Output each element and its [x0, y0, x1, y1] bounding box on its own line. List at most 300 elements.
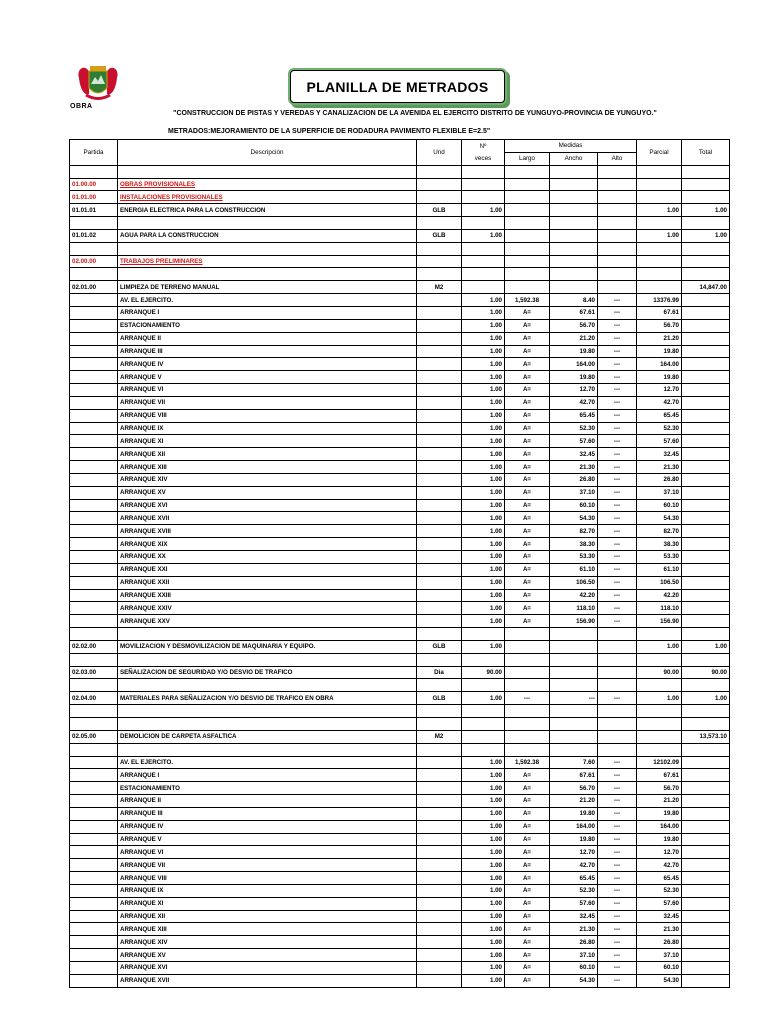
cell-largo: 1,592.38: [505, 294, 550, 307]
cell-alto: ---: [598, 589, 637, 602]
cell-ancho: 60.10: [550, 499, 598, 512]
cell-total: [682, 602, 730, 615]
cell-desc: MOVILIZACION Y DESMOVILIZACION DE MAQUINARIA Y EQUIPO.: [118, 640, 417, 653]
cell-alto: ---: [598, 807, 637, 820]
cell-desc: [118, 717, 417, 730]
cell-und: [417, 384, 462, 397]
cell-largo: A=: [505, 319, 550, 332]
cell-largo: A=: [505, 461, 550, 474]
cell-und: [417, 602, 462, 615]
cell-ancho: 19.80: [550, 345, 598, 358]
cell-veces: 1.00: [462, 525, 505, 538]
cell-ancho: [550, 705, 598, 718]
header-row-1: [70, 140, 730, 153]
cell-parcial: 60.10: [637, 962, 682, 975]
cell-veces: 1.00: [462, 435, 505, 448]
cell-total: [682, 615, 730, 628]
cell-desc: [118, 679, 417, 692]
table-row: [70, 884, 730, 897]
cell-code: [70, 384, 118, 397]
cell-largo: A=: [505, 345, 550, 358]
cell-largo: [505, 217, 550, 230]
cell-und: M2: [417, 281, 462, 294]
cell-parcial: [637, 743, 682, 756]
cell-veces: 1.00: [462, 563, 505, 576]
cell-parcial: 19.80: [637, 371, 682, 384]
cell-code: [70, 628, 118, 641]
cell-total: [682, 910, 730, 923]
cell-und: [417, 525, 462, 538]
cell-veces: 1.00: [462, 396, 505, 409]
cell-code: [70, 242, 118, 255]
cell-und: [417, 435, 462, 448]
cell-ancho: 26.80: [550, 473, 598, 486]
table-row: [70, 384, 730, 397]
cell-largo: A=: [505, 846, 550, 859]
cell-ancho: [550, 679, 598, 692]
cell-desc: [118, 165, 417, 178]
cell-largo: [505, 242, 550, 255]
cell-desc: TRABAJOS PRELIMINARES: [118, 255, 417, 268]
cell-und: [417, 859, 462, 872]
cell-largo: A=: [505, 576, 550, 589]
cell-largo: A=: [505, 538, 550, 551]
cell-desc: OBRAS PROVISIONALES: [118, 178, 417, 191]
table-row: [70, 782, 730, 795]
cell-code: [70, 525, 118, 538]
cell-ancho: 32.45: [550, 910, 598, 923]
col-partida: Partida: [70, 140, 118, 166]
cell-ancho: [550, 204, 598, 217]
cell-desc: ESTACIONAMIENTO: [118, 319, 417, 332]
cell-und: [417, 897, 462, 910]
table-row: [70, 191, 730, 204]
cell-total: [682, 165, 730, 178]
table-row: [70, 833, 730, 846]
cell-desc: SEÑALIZACION DE SEGURIDAD Y/O DESVIO DE TRAFICO: [118, 666, 417, 679]
cell-largo: A=: [505, 512, 550, 525]
table-row: [70, 358, 730, 371]
cell-code: [70, 499, 118, 512]
cell-alto: [598, 653, 637, 666]
cell-parcial: 1.00: [637, 229, 682, 242]
cell-veces: 1.00: [462, 512, 505, 525]
cell-code: [70, 396, 118, 409]
cell-und: [417, 705, 462, 718]
cell-veces: 1.00: [462, 448, 505, 461]
cell-parcial: [637, 255, 682, 268]
cell-desc: ARRANQUE V: [118, 371, 417, 384]
cell-desc: AV. EL EJERCITO.: [118, 756, 417, 769]
table-row: [70, 306, 730, 319]
table-row: [70, 165, 730, 178]
cell-parcial: 12102.09: [637, 756, 682, 769]
cell-total: [682, 448, 730, 461]
cell-alto: [598, 165, 637, 178]
cell-desc: AV. EL EJERCITO.: [118, 294, 417, 307]
cell-ancho: 37.10: [550, 949, 598, 962]
cell-parcial: 82.70: [637, 525, 682, 538]
cell-total: [682, 782, 730, 795]
cell-total: [682, 319, 730, 332]
cell-code: [70, 461, 118, 474]
cell-alto: ---: [598, 396, 637, 409]
table-row: [70, 640, 730, 653]
cell-alto: [598, 268, 637, 281]
cell-total: [682, 589, 730, 602]
cell-und: [417, 473, 462, 486]
cell-alto: [598, 281, 637, 294]
table-row: [70, 897, 730, 910]
cell-alto: ---: [598, 769, 637, 782]
cell-code: 01.00.00: [70, 178, 118, 191]
cell-largo: A=: [505, 435, 550, 448]
cell-code: [70, 807, 118, 820]
cell-parcial: 90.00: [637, 666, 682, 679]
cell-und: [417, 217, 462, 230]
cell-largo: [505, 653, 550, 666]
cell-desc: ARRANQUE VII: [118, 859, 417, 872]
cell-ancho: 19.80: [550, 371, 598, 384]
cell-code: [70, 538, 118, 551]
municipal-crest-logo: [76, 62, 120, 102]
cell-alto: ---: [598, 371, 637, 384]
cell-parcial: 12.70: [637, 846, 682, 859]
table-row: [70, 923, 730, 936]
cell-und: [417, 653, 462, 666]
cell-alto: ---: [598, 820, 637, 833]
cell-ancho: 67.61: [550, 306, 598, 319]
cell-ancho: 53.30: [550, 551, 598, 564]
cell-total: [682, 949, 730, 962]
col-alto: Alto: [598, 152, 637, 165]
cell-und: [417, 165, 462, 178]
cell-code: [70, 897, 118, 910]
cell-alto: ---: [598, 538, 637, 551]
cell-ancho: 60.10: [550, 962, 598, 975]
cell-und: [417, 294, 462, 307]
cell-und: [417, 242, 462, 255]
cell-veces: [462, 628, 505, 641]
cell-code: [70, 409, 118, 422]
cell-alto: ---: [598, 782, 637, 795]
cell-code: [70, 846, 118, 859]
cell-veces: 1.00: [462, 859, 505, 872]
table-row: [70, 563, 730, 576]
cell-code: [70, 345, 118, 358]
cell-ancho: 118.10: [550, 602, 598, 615]
cell-largo: A=: [505, 358, 550, 371]
cell-total: 13,573.10: [682, 730, 730, 743]
cell-code: [70, 448, 118, 461]
cell-desc: ARRANQUE I: [118, 769, 417, 782]
cell-desc: ARRANQUE IX: [118, 422, 417, 435]
cell-largo: [505, 191, 550, 204]
cell-code: [70, 358, 118, 371]
cell-parcial: 12.70: [637, 384, 682, 397]
cell-parcial: 54.30: [637, 512, 682, 525]
cell-desc: ARRANQUE II: [118, 795, 417, 808]
cell-desc: ARRANQUE XXII: [118, 576, 417, 589]
cell-und: [417, 332, 462, 345]
cell-und: [417, 628, 462, 641]
cell-alto: ---: [598, 422, 637, 435]
cell-code: [70, 615, 118, 628]
table-row: [70, 255, 730, 268]
cell-code: [70, 679, 118, 692]
cell-code: 02.04.00: [70, 692, 118, 705]
cell-und: [417, 409, 462, 422]
cell-parcial: 54.30: [637, 974, 682, 987]
cell-total: [682, 872, 730, 885]
table-row: [70, 268, 730, 281]
cell-parcial: 164.00: [637, 820, 682, 833]
cell-veces: [462, 653, 505, 666]
table-row: [70, 178, 730, 191]
cell-code: 02.02.00: [70, 640, 118, 653]
cell-code: [70, 589, 118, 602]
cell-und: [417, 538, 462, 551]
cell-code: [70, 422, 118, 435]
cell-total: [682, 178, 730, 191]
cell-und: [417, 872, 462, 885]
table-row: [70, 345, 730, 358]
cell-ancho: [550, 281, 598, 294]
cell-desc: ARRANQUE XIV: [118, 473, 417, 486]
cell-veces: 1.00: [462, 756, 505, 769]
cell-parcial: [637, 242, 682, 255]
cell-parcial: 37.10: [637, 486, 682, 499]
table-row: [70, 666, 730, 679]
cell-ancho: 8.40: [550, 294, 598, 307]
cell-total: [682, 756, 730, 769]
cell-alto: [598, 229, 637, 242]
cell-code: [70, 782, 118, 795]
cell-ancho: 52.30: [550, 422, 598, 435]
table-row: [70, 229, 730, 242]
cell-veces: 1.00: [462, 371, 505, 384]
cell-largo: [505, 268, 550, 281]
table-row: [70, 653, 730, 666]
cell-total: [682, 499, 730, 512]
cell-und: [417, 769, 462, 782]
cell-code: [70, 833, 118, 846]
cell-code: 02.03.00: [70, 666, 118, 679]
cell-parcial: 65.45: [637, 409, 682, 422]
cell-largo: [505, 705, 550, 718]
cell-parcial: 21.20: [637, 332, 682, 345]
cell-desc: INSTALACIONES PROVISIONALES: [118, 191, 417, 204]
cell-parcial: 1.00: [637, 692, 682, 705]
cell-veces: 1.00: [462, 807, 505, 820]
cell-und: M2: [417, 730, 462, 743]
cell-alto: [598, 204, 637, 217]
cell-veces: 1.00: [462, 229, 505, 242]
cell-ancho: [550, 268, 598, 281]
cell-veces: 1.00: [462, 306, 505, 319]
cell-desc: ENERGIA ELECTRICA PARA LA CONSTRUCCION: [118, 204, 417, 217]
cell-desc: ARRANQUE XII: [118, 910, 417, 923]
col-largo: Largo: [505, 152, 550, 165]
cell-alto: ---: [598, 409, 637, 422]
cell-veces: 1.00: [462, 692, 505, 705]
cell-total: [682, 833, 730, 846]
cell-desc: ARRANQUE XX: [118, 551, 417, 564]
cell-und: [417, 371, 462, 384]
cell-und: [417, 461, 462, 474]
cell-und: [417, 923, 462, 936]
table-row: [70, 730, 730, 743]
cell-parcial: 52.30: [637, 884, 682, 897]
cell-parcial: 37.10: [637, 949, 682, 962]
cell-parcial: 53.30: [637, 551, 682, 564]
cell-und: [417, 589, 462, 602]
cell-total: [682, 563, 730, 576]
table-row: [70, 820, 730, 833]
cell-alto: ---: [598, 486, 637, 499]
cell-largo: A=: [505, 332, 550, 345]
cell-total: [682, 332, 730, 345]
cell-alto: ---: [598, 846, 637, 859]
cell-total: [682, 897, 730, 910]
cell-parcial: [637, 217, 682, 230]
cell-parcial: 118.10: [637, 602, 682, 615]
cell-alto: ---: [598, 974, 637, 987]
table-row: [70, 769, 730, 782]
table-row: [70, 615, 730, 628]
table-row: [70, 473, 730, 486]
cell-ancho: 57.60: [550, 897, 598, 910]
cell-code: [70, 717, 118, 730]
cell-total: [682, 371, 730, 384]
cell-alto: [598, 217, 637, 230]
cell-total: [682, 717, 730, 730]
cell-code: 02.00.00: [70, 255, 118, 268]
cell-parcial: [637, 281, 682, 294]
cell-ancho: 19.80: [550, 833, 598, 846]
table-row: [70, 294, 730, 307]
cell-veces: [462, 178, 505, 191]
cell-largo: A=: [505, 962, 550, 975]
cell-parcial: 42.70: [637, 859, 682, 872]
cell-ancho: 26.80: [550, 936, 598, 949]
cell-code: [70, 923, 118, 936]
cell-parcial: 61.10: [637, 563, 682, 576]
cell-total: [682, 807, 730, 820]
cell-alto: ---: [598, 602, 637, 615]
table-row: [70, 602, 730, 615]
cell-alto: ---: [598, 576, 637, 589]
cell-parcial: 67.61: [637, 769, 682, 782]
cell-ancho: ---: [550, 692, 598, 705]
cell-total: [682, 628, 730, 641]
cell-und: [417, 358, 462, 371]
cell-und: [417, 962, 462, 975]
cell-veces: 1.00: [462, 820, 505, 833]
cell-veces: 1.00: [462, 409, 505, 422]
cell-largo: A=: [505, 499, 550, 512]
cell-veces: 1.00: [462, 461, 505, 474]
metrados-table: [69, 139, 730, 988]
cell-ancho: 38.30: [550, 538, 598, 551]
cell-code: 02.05.00: [70, 730, 118, 743]
cell-ancho: 65.45: [550, 409, 598, 422]
cell-alto: ---: [598, 461, 637, 474]
cell-veces: 1.00: [462, 538, 505, 551]
cell-veces: 1.00: [462, 486, 505, 499]
cell-total: [682, 769, 730, 782]
cell-desc: ARRANQUE XII: [118, 448, 417, 461]
cell-veces: [462, 217, 505, 230]
cell-alto: [598, 717, 637, 730]
cell-parcial: 156.90: [637, 615, 682, 628]
cell-ancho: [550, 165, 598, 178]
cell-desc: ARRANQUE VI: [118, 846, 417, 859]
cell-ancho: 156.90: [550, 615, 598, 628]
cell-code: [70, 551, 118, 564]
cell-desc: ARRANQUE XXIII: [118, 589, 417, 602]
cell-code: [70, 795, 118, 808]
cell-veces: [462, 705, 505, 718]
cell-code: [70, 332, 118, 345]
cell-veces: 1.00: [462, 602, 505, 615]
cell-code: [70, 294, 118, 307]
cell-und: [417, 345, 462, 358]
cell-desc: ESTACIONAMIENTO: [118, 782, 417, 795]
cell-largo: A=: [505, 923, 550, 936]
cell-desc: ARRANQUE I: [118, 306, 417, 319]
cell-veces: 1.00: [462, 795, 505, 808]
cell-code: [70, 910, 118, 923]
table-row: [70, 859, 730, 872]
cell-largo: [505, 730, 550, 743]
cell-veces: [462, 165, 505, 178]
cell-largo: A=: [505, 371, 550, 384]
cell-veces: 1.00: [462, 204, 505, 217]
cell-ancho: 106.50: [550, 576, 598, 589]
cell-total: [682, 859, 730, 872]
cell-largo: [505, 165, 550, 178]
cell-desc: ARRANQUE XV: [118, 486, 417, 499]
cell-total: 90.00: [682, 666, 730, 679]
col-parcial: Parcial: [637, 140, 682, 166]
cell-desc: ARRANQUE II: [118, 332, 417, 345]
cell-parcial: 52.30: [637, 422, 682, 435]
cell-largo: A=: [505, 486, 550, 499]
cell-largo: [505, 717, 550, 730]
cell-code: 01.01.01: [70, 204, 118, 217]
table-row: [70, 435, 730, 448]
cell-desc: ARRANQUE XVI: [118, 499, 417, 512]
cell-largo: A=: [505, 859, 550, 872]
cell-desc: [118, 705, 417, 718]
cell-ancho: 37.10: [550, 486, 598, 499]
cell-code: [70, 563, 118, 576]
table-body: [70, 165, 730, 987]
table-row: [70, 371, 730, 384]
cell-alto: ---: [598, 499, 637, 512]
cell-total: [682, 846, 730, 859]
cell-total: [682, 679, 730, 692]
cell-ancho: 12.70: [550, 846, 598, 859]
cell-total: [682, 409, 730, 422]
cell-ancho: 61.10: [550, 563, 598, 576]
cell-ancho: 164.00: [550, 820, 598, 833]
cell-veces: 1.00: [462, 358, 505, 371]
cell-ancho: [550, 653, 598, 666]
cell-parcial: 21.30: [637, 461, 682, 474]
cell-und: [417, 807, 462, 820]
